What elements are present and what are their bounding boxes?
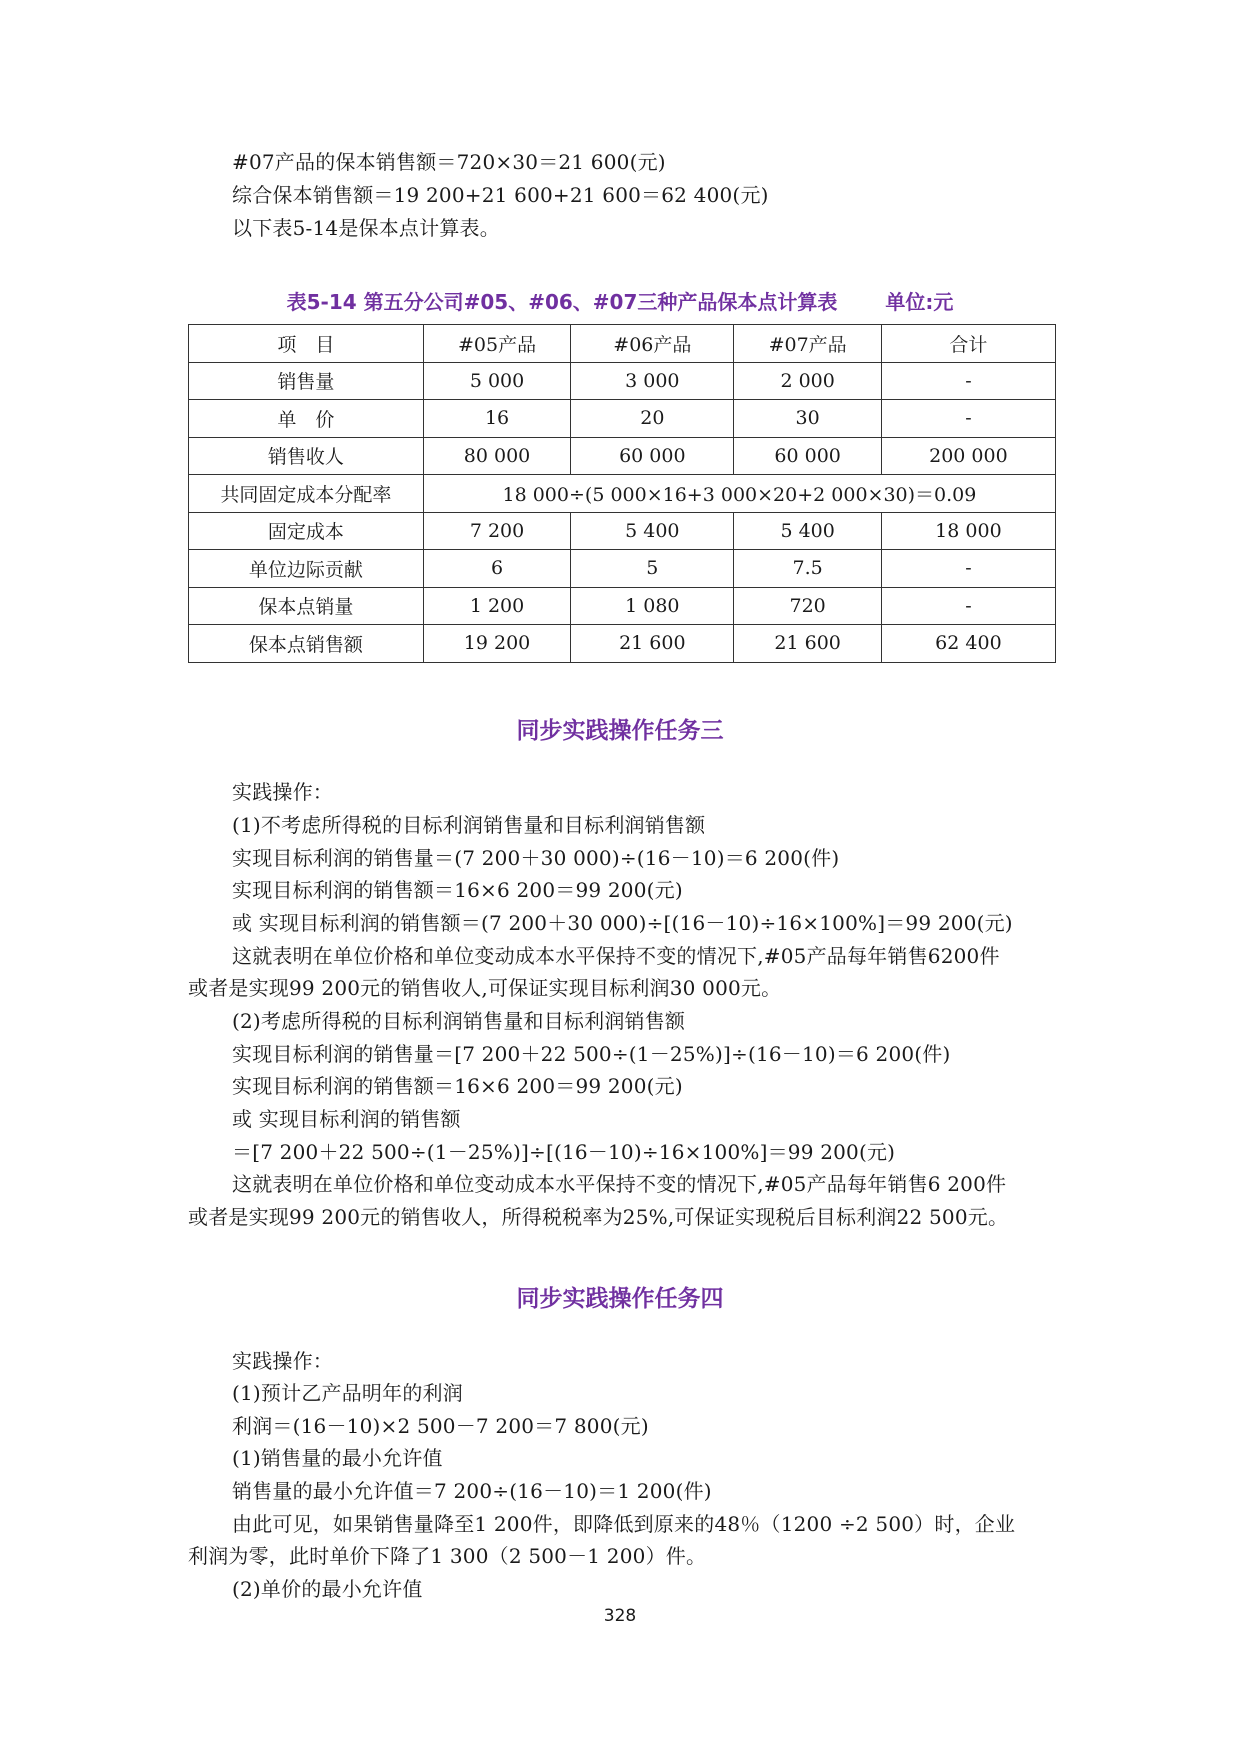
table-row (189, 400, 1056, 438)
table-cell: 共同固定成本分配率 (189, 475, 424, 513)
body-line: 销售量的最小允许值＝7 200÷(16－10)＝1 200(件) (232, 1479, 712, 1503)
breakeven-table (188, 324, 1056, 663)
table-cell: 21 600 (571, 625, 734, 663)
table-row (189, 437, 1056, 475)
page-number: 328 (603, 1606, 637, 1626)
body-line: 这就表明在单位价格和单位变动成本水平保持不变的情况下,#05产品每年销售6 200件 (232, 1172, 1007, 1196)
table-cell: - (881, 400, 1055, 438)
table-cell: 销售收人 (189, 437, 424, 475)
body-line: 利润为零，此时单价下降了1 300（2 500－1 200）件。 (188, 1544, 707, 1568)
body-line: 实现目标利润的销售量＝(7 200＋30 000)÷(16－10)＝6 200(件) (232, 846, 840, 870)
table-cell: 60 000 (734, 437, 881, 475)
body-line: (2)考虑所得税的目标利润销售量和目标利润销售额 (232, 1009, 686, 1033)
body-line: 实现目标利润的销售量＝[7 200＋22 500÷(1－25%)]÷(16－10)＝6 200(件) (232, 1042, 951, 1066)
table-cell: 720 (734, 587, 881, 625)
table-cell: 固定成本 (189, 512, 424, 550)
intro-line: #07产品的保本销售额＝720×30＝21 600(元) (232, 150, 666, 174)
body-line: 这就表明在单位价格和单位变动成本水平保持不变的情况下,#05产品每年销售6200件 (232, 944, 1000, 968)
table-header-cell: #06产品 (571, 325, 734, 363)
table-cell: 5 000 (423, 362, 570, 400)
table-cell: - (881, 587, 1055, 625)
table-cell: - (881, 362, 1055, 400)
body-line: (1)预计乙产品明年的利润 (232, 1381, 463, 1405)
table-row-allocation (189, 475, 1056, 513)
table-cell: 30 (734, 400, 881, 438)
table-cell: - (881, 550, 1055, 588)
body-line: (2)单价的最小允许值 (232, 1577, 423, 1601)
table-cell: 5 400 (734, 512, 881, 550)
table-cell: 80 000 (423, 437, 570, 475)
body-line: 或者是实现99 200元的销售收人，所得税税率为25%,可保证实现税后目标利润22 500元。 (188, 1205, 1009, 1229)
body-line: 实现目标利润的销售额＝16×6 200＝99 200(元) (232, 878, 683, 902)
table-cell: 5 400 (571, 512, 734, 550)
table-header-cell: #05产品 (423, 325, 570, 363)
body-line: 或 实现目标利润的销售额＝(7 200＋30 000)÷[(16－10)÷16×100%]＝99 200(元) (232, 911, 1013, 935)
allocation-formula-cell: 18 000÷(5 000×16+3 000×20+2 000×30)＝0.09 (423, 475, 1055, 513)
body-line: 实现目标利润的销售额＝16×6 200＝99 200(元) (232, 1074, 683, 1098)
table-cell: 5 (571, 550, 734, 588)
table-title-text: 表5-14 第五分公司#05、#06、#07三种产品保本点计算表 (286, 290, 838, 314)
table-row (189, 625, 1056, 663)
table-cell: 1 080 (571, 587, 734, 625)
table-cell: 62 400 (881, 625, 1055, 663)
table-cell: 销售量 (189, 362, 424, 400)
table-cell: 19 200 (423, 625, 570, 663)
table-row (189, 587, 1056, 625)
body-line: 利润＝(16－10)×2 500－7 200＝7 800(元) (232, 1414, 649, 1438)
section-heading-task3: 同步实践操作任务三 (516, 718, 724, 744)
table-row (189, 362, 1056, 400)
table-cell: 1 200 (423, 587, 570, 625)
table-cell: 200 000 (881, 437, 1055, 475)
table-row (189, 512, 1056, 550)
table-header-row (189, 325, 1056, 363)
table-cell: 3 000 (571, 362, 734, 400)
table-cell: 60 000 (571, 437, 734, 475)
table-cell: 单位边际贡献 (189, 550, 424, 588)
table-cell: 6 (423, 550, 570, 588)
table-cell: 20 (571, 400, 734, 438)
table-cell: 18 000 (881, 512, 1055, 550)
table-header-cell: 合计 (881, 325, 1055, 363)
body-line: 或者是实现99 200元的销售收人,可保证实现目标利润30 000元。 (188, 976, 782, 1000)
table-cell: 单 价 (189, 400, 424, 438)
table-header-cell: 项 目 (189, 325, 424, 363)
body-line: ＝[7 200＋22 500÷(1－25%)]÷[(16－10)÷16×100%]＝99 200(元) (232, 1140, 896, 1164)
table-cell: 7 200 (423, 512, 570, 550)
table-cell: 2 000 (734, 362, 881, 400)
table-unit: 单位:元 (885, 290, 954, 314)
intro-line: 综合保本销售额＝19 200+21 600+21 600＝62 400(元) (232, 183, 769, 207)
body-line: (1)销售量的最小允许值 (232, 1446, 443, 1470)
intro-line: 以下表5-14是保本点计算表。 (232, 216, 500, 240)
table-cell: 16 (423, 400, 570, 438)
body-line: 或 实现目标利润的销售额 (232, 1107, 461, 1131)
table-row (189, 550, 1056, 588)
table-cell: 保本点销量 (189, 587, 424, 625)
body-line: (1)不考虑所得税的目标利润销售量和目标利润销售额 (232, 813, 706, 837)
table-cell: 保本点销售额 (189, 625, 424, 663)
section-heading-task4: 同步实践操作任务四 (516, 1286, 724, 1312)
table-cell: 7.5 (734, 550, 881, 588)
table-title (0, 286, 1240, 315)
body-line: 实践操作： (232, 780, 333, 804)
body-line: 实践操作： (232, 1349, 333, 1373)
body-line: 由此可见，如果销售量降至1 200件，即降低到原来的48％（1200 ÷2 500）时，企业 (232, 1512, 1016, 1536)
table-cell: 21 600 (734, 625, 881, 663)
table-header-cell: #07产品 (734, 325, 881, 363)
